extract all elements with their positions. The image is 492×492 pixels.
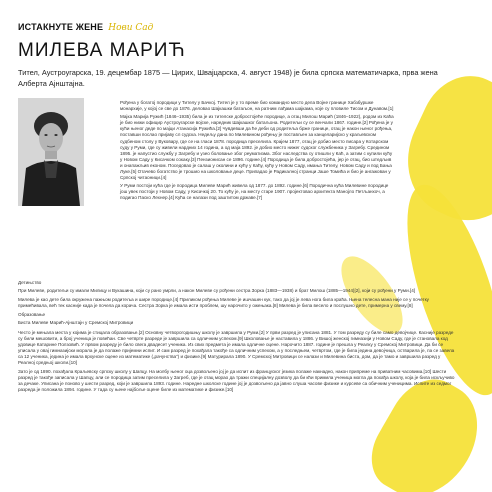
article-column-right <box>120 100 395 204</box>
paragraph: Зато је од 1890. похађала Краљевску српску школу у Шапцу. На молбу њеног оца дозвољено јој је да испит из француског језика полаже накнадно, након припреме на приватним часовима.[10] Шести разред је такође записала у Шапцу, али се породица затим преселила у Загреб, где је отац морао да тражи специјалну дозволу да би кћи примила ученица могла да похађа школу, која је била искључиво за дечаке. Уписана је поново у шести разред, који је завршила 1893. године. Наредне школске године јој је дозвољено да јавно слуша часове физике и курсеве са обичним ученицима. Испите из седмог разреда је положила 1894. године. У тада су њене најбоље оцене биле из математике и физике.[10] <box>18 369 455 393</box>
article-title: МИЛЕВА МАРИЋ <box>18 40 186 61</box>
paragraph: Милева је као дете била окружена пажњом родитеља и шире породице.[4] Приликом рођења Милеве је ишчашен кук, тако да јој је лева нога била краћа. Њена телесна мана није се у почетку примећивала, већ тек касније када је почела да корача. Сестра Зорка је имала исти проблем, шу нарочито у ожењака.[8] Милева је била весело и послушно дете, примерна у свему.[8] <box>18 297 429 309</box>
portrait-illustration <box>18 98 84 206</box>
portrait-photo <box>18 98 84 206</box>
section-kicker-script: Нови Сад <box>108 23 154 33</box>
article-lead: Тител, Аустроугарска, 19. децембар 1875 — Цирих, Швајцарска, 4. август 1948) је била српска математичарка, прва жена Алберта Ајнштајна. <box>18 68 438 88</box>
section-heading-education: Образовање <box>18 312 46 318</box>
paragraph: Често је мењала места у којима је стицала образовање.[2] Основну четворогодишњу школу је завршила у Руми.[2] У први разред је уписана 1881. У том разреду су биле само девојчице. Касније разреде су били мешовити, а број ученица је повећан. Свe четврте разреде је завршила са одличним успехом.[9] Школовање је наставила у 1886. у Вишој женској гимназији у Новом Саду, где је становала код удовице Катарине Ползовић. У првом разреду је било свега двадесет ученика. Из свих предмета је имала одличне оцене. Нарoчито 1887. године је прешла у Реалку у Сремској Митровици. Да би се уписала у овај гимназијски морала је да полаже пријемни испит. И сам разред је похађала такође са одличним успехом, а у последњем, четвртом, где је била једина девојчица, остварила је, па се завела са 12 ученика, једина је имала врхунске оцене из математике („рачунства”) и физике.[9] Матурирала 1890. У Сремској Митровици се налази и Милевина биста, дом, да је тамо и завршила разред у Реалној средњој школи.[10] <box>18 329 455 366</box>
paragraph: Мајка Марија Ружић (1846–1935) била је из тителске добростојеће породице, а отац Милош Марић (1846–1922), родом из Каћа је био нижи официр Аустроугарске војске, наредник Шајкашког батаљона. Родитељи су се венчали 1867. године.[2] Рођена је у кући њеног деде по мајци Атанасија Ружића.[2] Чувдевши да ће деби од родитеља брже границе, отац је након њеног рођења, поставши послао пријаву сл судска. Недељу дана по Милевином рођењу је постављен за канцеларијско у краљевском судбеном столу у Вуковару, где се на гласи 1878. породица преселила. Крајем 1877, отац је добио место писара у Котарском суду у Руми, где су живели нардних 14 година, а од маја 1892. је добио место нижег судског службеника у Загребу. Средином 1895. је напустио службу у Загребу и узео боловање због реуматизма. Због наследства су отишли у Каћ, а затим с купили кућу у Новом Саду у Кисачком сокаку.[3] Пензионисан се 1896. године.[4] Породица је била добростојећа, јер је отац, био штедљив и онапажљив економ. Поседовао је салаш у околини и кућу у Каћу, кућу у Новом Саду, имања Тителу, Новом Саду и под Бања Луке.[5] Отачево богатство је трошио на школовање деце. Припадао је Радикалној странци Јаше Томића и био је ангажован у Српској читаоници.[4] <box>120 114 394 181</box>
paragraph: Рођена у богатој породици у Тителу у Бачкој. Тител је у то време био командно место дела Војне границе Хабзбуршке монархије, у којој се све до 1876. деловао Шајкашки батаљон, на ратним лађама шајкама, које су пловиле Тисом и Дунавом.[1] <box>120 100 394 112</box>
image-caption: Биста Милеве Марић-Ајнштајн у Сремској Митровици <box>18 320 134 326</box>
section-kicker: ИСТАКНУТЕ ЖЕНЕ <box>18 22 104 32</box>
paragraph: При Милеве, родитељи су имали Милицу и Вукашина, који су рано умрли, а након Милеве су рођени сестра Зорка (1883—1938) и брат Милош (1885—1944)[2], који су рођени у Руми.[4] <box>18 288 416 294</box>
section-header <box>18 22 153 33</box>
paragraph: У Руми постоји кућа где је породица Милеве Марић живела од 1877. до 1892. године.[6] Породична кућа Милевине породице још увек постоји у Новом Саду, у Кисачкој 20. То кућу је, на месту старе 1907. пројектовао архитекта Манојло Петљанхоч, а подигао Паско Лехнер.[4] Кућа се налази под заштитом државе.[7] <box>120 183 389 201</box>
article-column-full <box>18 278 458 397</box>
section-heading-childhood: Детињство <box>18 280 42 285</box>
